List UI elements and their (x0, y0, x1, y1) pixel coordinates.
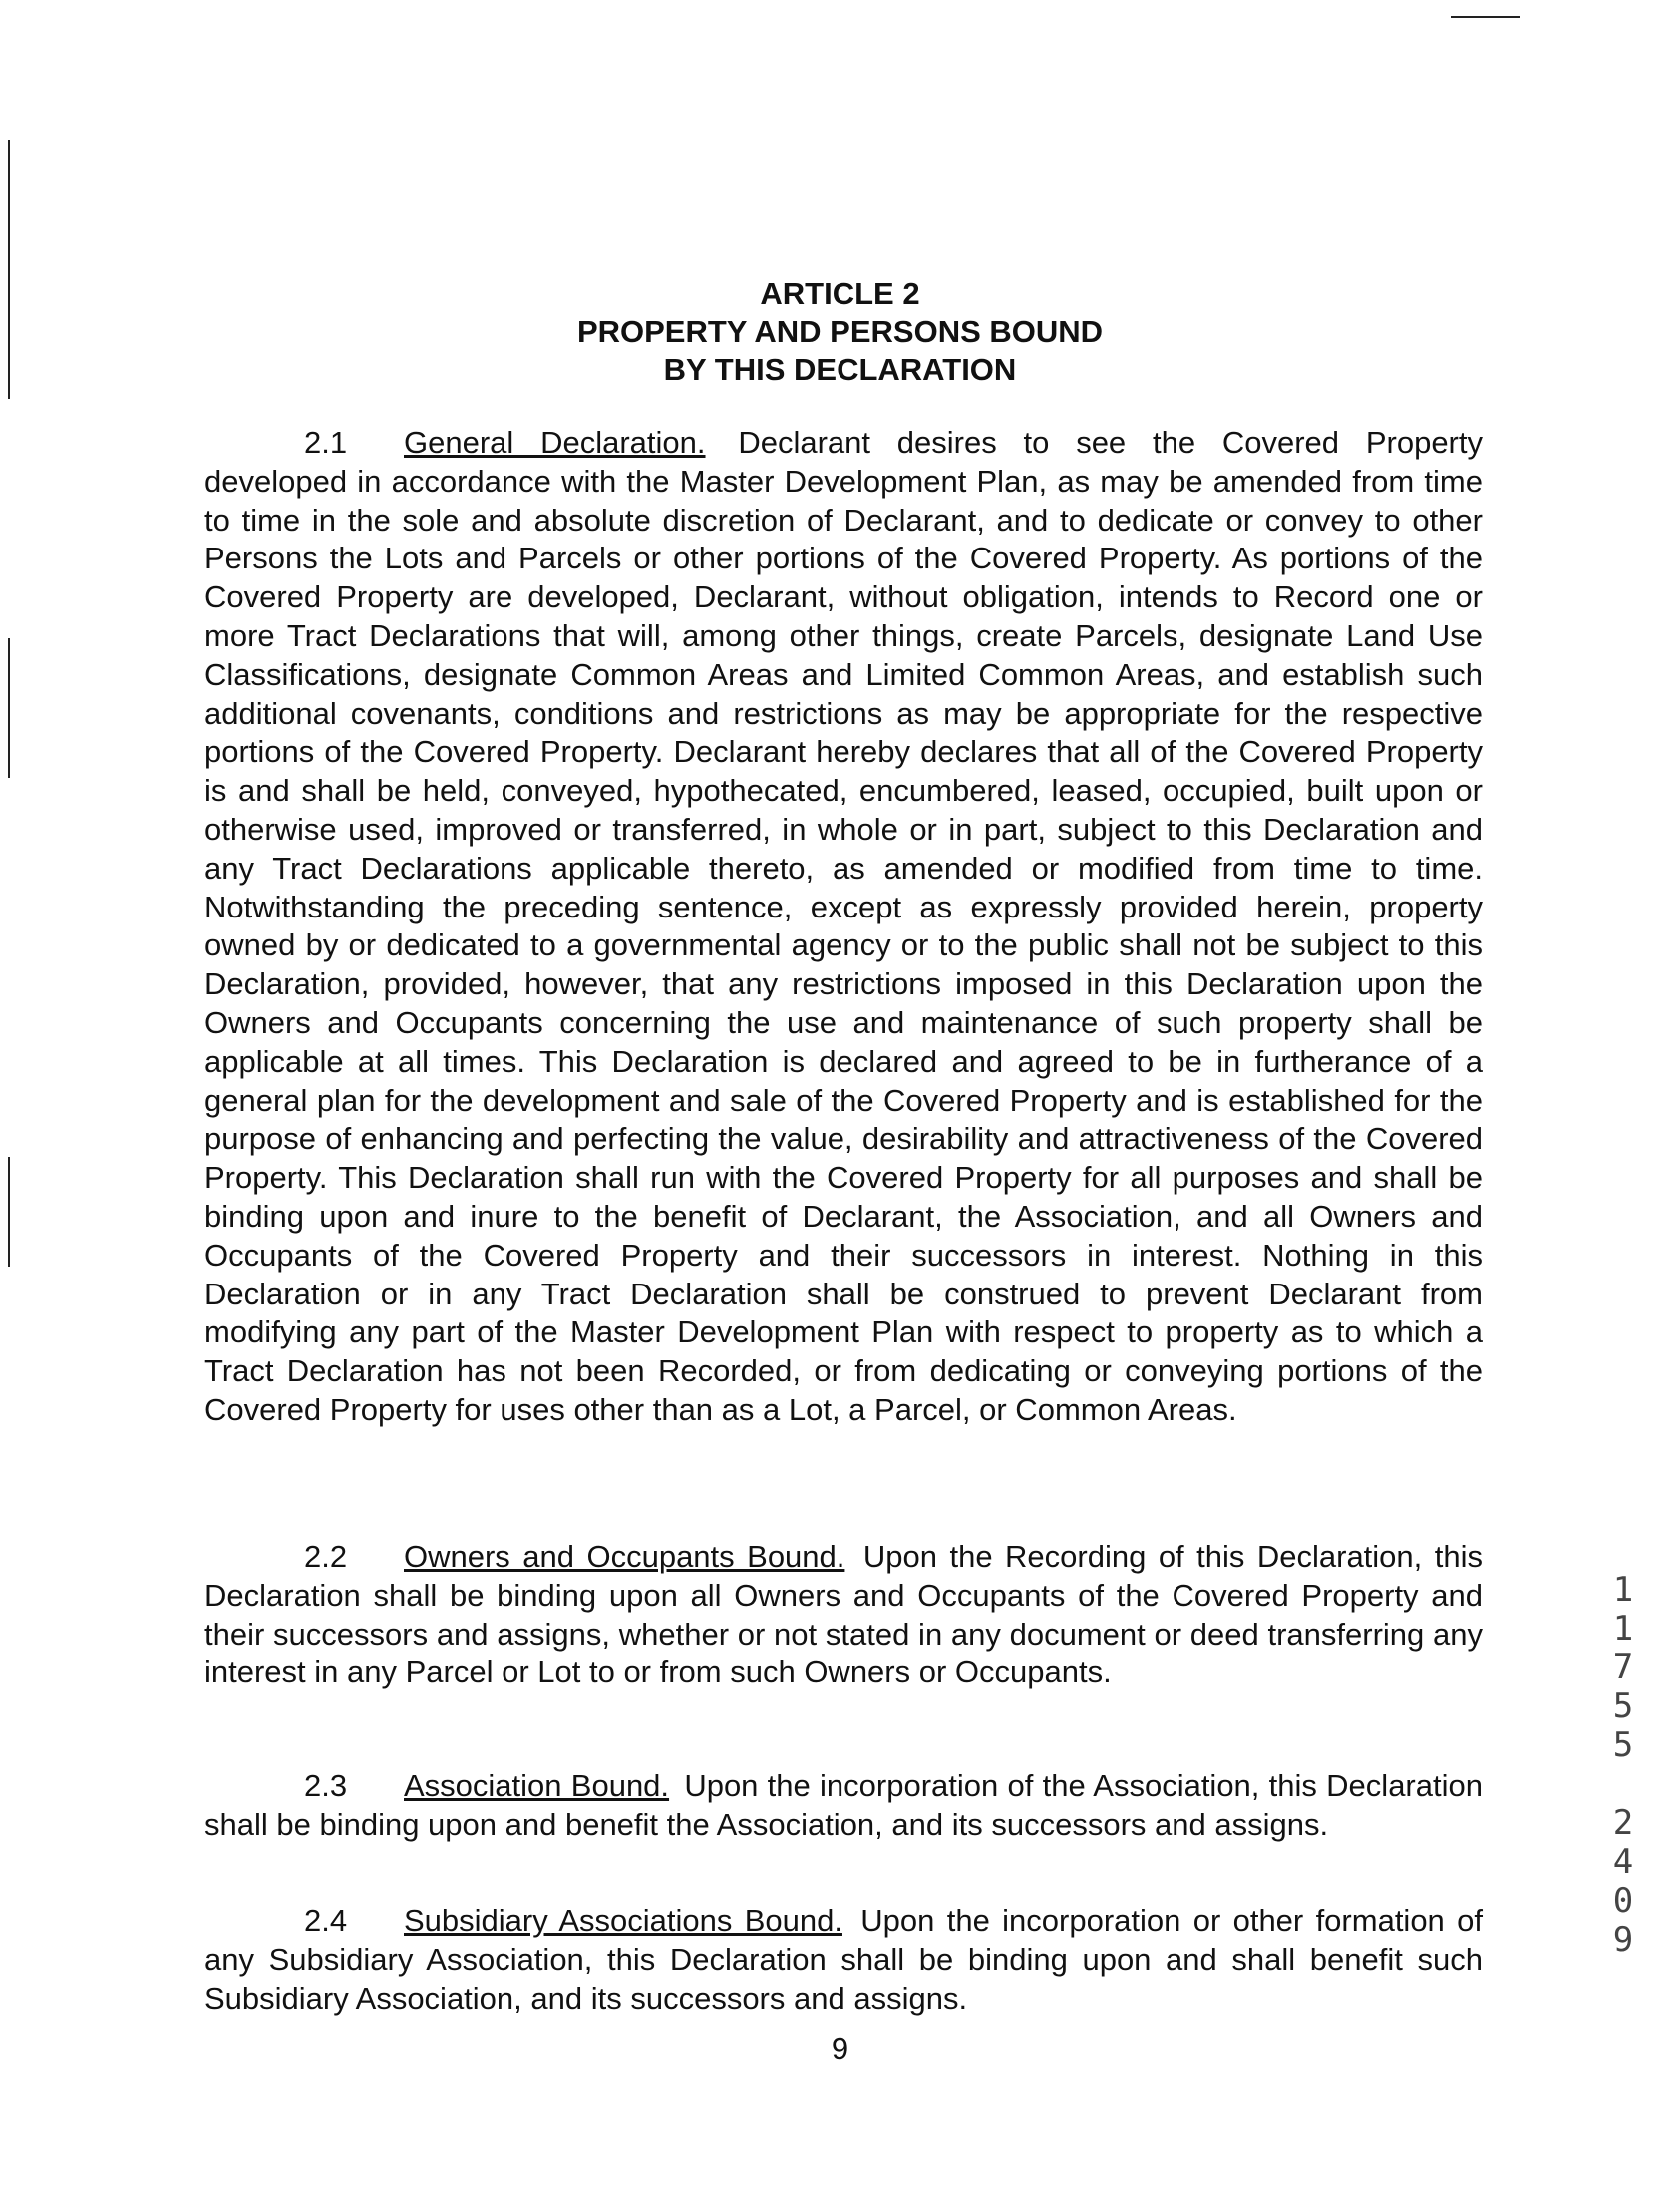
section-number: 2.4 (304, 1903, 348, 1938)
section-text: Upon the incorporation or other formation of any Subsidiary Association, this Declaration shall be binding upon and shall benefit such Subsidiary Association, and its successors and assigns. (204, 1903, 1483, 2016)
section-2-4 (204, 1902, 1483, 2018)
section-title: Owners and Occupants Bound. (404, 1539, 845, 1574)
section-title: Subsidiary Associations Bound. (404, 1903, 842, 1938)
section-2-3 (204, 1767, 1483, 1845)
scan-mark-left-3 (8, 1157, 10, 1267)
article-title-line-2: BY THIS DECLARATION (663, 352, 1017, 387)
section-text: Upon the incorporation of the Association, this Declaration shall be binding upon and benefit the Association, and its successors and assigns. (204, 1768, 1483, 1842)
section-title: General Declaration. (404, 425, 706, 460)
section-2-2 (204, 1538, 1483, 1692)
section-paragraph (204, 424, 1483, 1430)
section-number: 2.1 (304, 425, 348, 460)
article-number: ARTICLE 2 (760, 276, 920, 311)
section-2-1 (204, 424, 1483, 1430)
article-title-line-1: PROPERTY AND PERSONS BOUND (576, 314, 1104, 349)
section-number: 2.2 (304, 1539, 348, 1574)
section-title: Association Bound. (404, 1768, 670, 1803)
scan-mark-left-2 (8, 638, 10, 778)
margin-recording-stamp: 1 1 7 5 5 2 4 0 9 (1612, 1570, 1634, 1960)
section-text: Upon the Recording of this Declaration, this Declaration shall be binding upon all Owners and Occupants of the Covered Property and their successors and assigns, whether or not stated in any document or deed transferring any interest in any Parcel or Lot to or from such Owners or Occupants. (204, 1539, 1483, 1690)
section-number: 2.3 (304, 1768, 348, 1803)
page-number: 9 (831, 2031, 849, 2066)
section-paragraph (204, 1767, 1483, 1845)
section-text: Declarant desires to see the Covered Property developed in accordance with the Master Development Plan, as may be amended from time to time in the sole and absolute discretion of Declarant, and to dedicate or convey to other Persons the Lots and Parcels or other portions of the Covered Property. As portions of the Covered Property are developed, Declarant, without obligation, intends to Record one or more Tract Declarations that will, among other things, create Parcels, designate Land Use Classifications, designate Common Areas and Limited Common Areas, and establish such additional covenants, conditions and restrictions as may be appropriate for the respective portions of the Covered Property. Declarant hereby declares that all of the Covered Property is and shall be held, conveyed, hypothecated, encumbered, leased, occupied, built upon or otherwise used, improved or transferred, in whole or in part, subject to this Declaration and any Tract Declarations applicable thereto, as amended or modified from time to time. Notwithstanding the preceding sentence, except as expressly provided herein, property owned by or dedicated to a governmental agency or to the public shall not be subject to this Declaration, provided, however, that any restrictions imposed in this Declaration upon the Owners and Occupants concerning the use and maintenance of such property shall be applicable at all times. This Declaration is declared and agreed to be in furtherance of a general plan for the development and sale of the Covered Property and is established for the purpose of enhancing and perfecting the value, desirability and attractiveness of the Covered Property. This Declaration shall run with the Covered Property for all purposes and shall be binding upon and inure to the benefit of Declarant, the Association, and all Owners and Occupants of the Covered Property and their successors in interest. Nothing in this Declaration or in any Tract Declaration shall be construed to prevent Declarant from modifying any part of the Master Development Plan with respect to property as to which a Tract Declaration has not been Recorded, or from dedicating or conveying portions of the Covered Property for uses other than as a Lot, a Parcel, or Common Areas. (204, 425, 1483, 1427)
section-paragraph (204, 1902, 1483, 2018)
scan-mark-top-right (1451, 16, 1520, 18)
section-paragraph (204, 1538, 1483, 1692)
